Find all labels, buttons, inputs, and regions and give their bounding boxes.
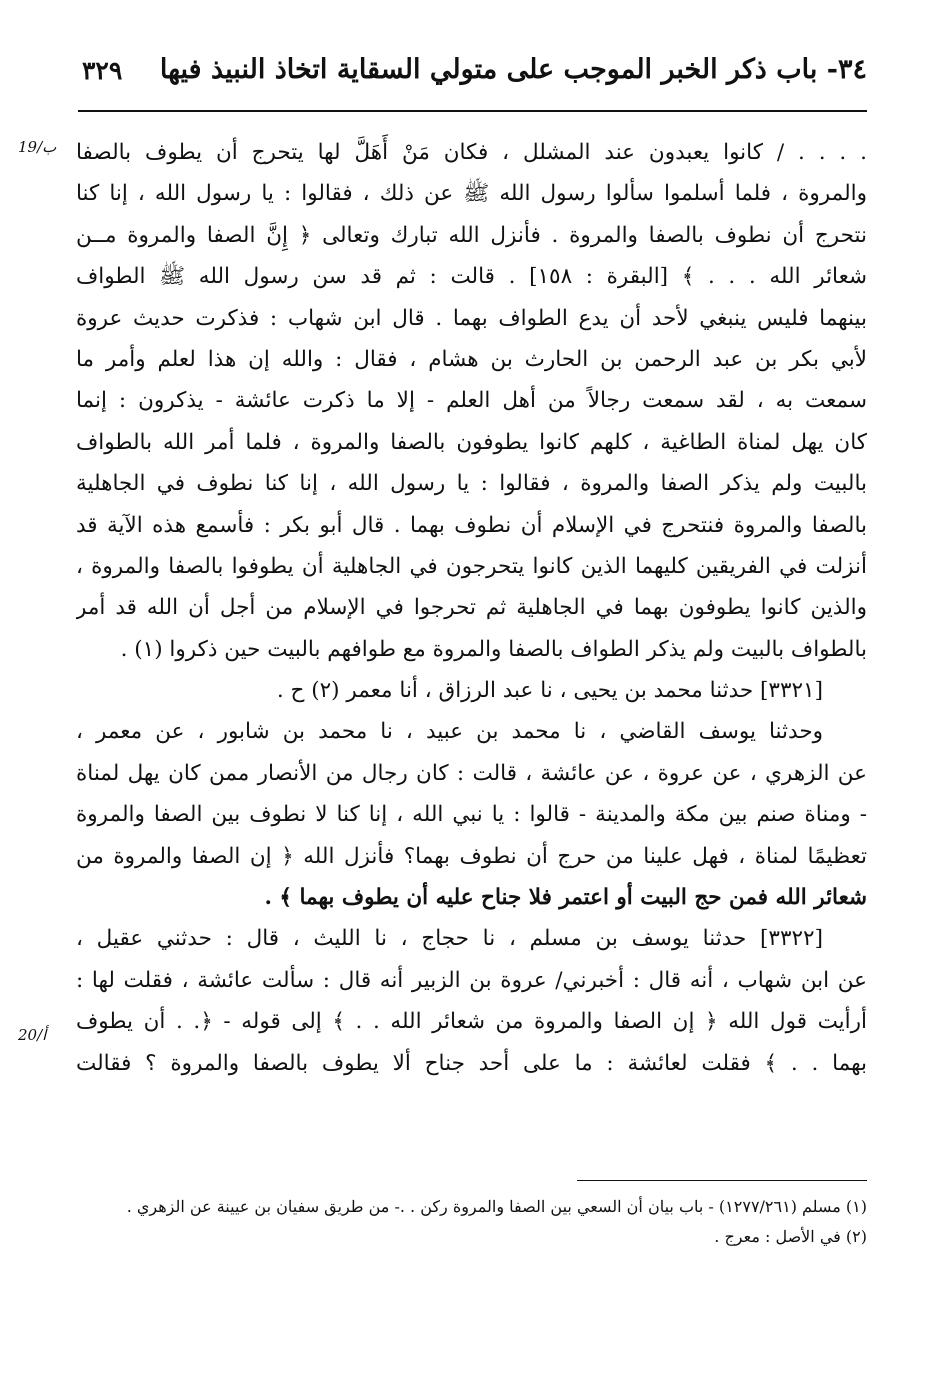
text-line: شعائر الله . . . ﴾ [البقرة : ١٥٨] . قالت : ثم قد سن رسول الله ﷺ الطواف [76,264,867,290]
running-header [78,48,867,112]
text-line: - ومناة صنم بين مكة والمدينة - قالوا : يا نبي الله ، إنا كنا لا نطوف بين الصفا والمروة [76,802,867,828]
text-line: كان يهل لمناة الطاغية ، كلهم كانوا يطوفون بالصفا والمروة ، فلما أمر الله بالطواف [76,429,867,455]
text-line: أنزلت في الفريقين كليهما الذين كانوا يتحرجون في الجاهلية أن يطوفوا بالصفا والمروة ، [76,553,867,579]
main-text [76,132,867,1084]
text-line: وحدثنا يوسف القاضي ، نا محمد بن عبيد ، نا محمد بن شابور ، عن معمر ، [76,719,823,745]
text-line: . . . . / كانوا يعبدون عند المشلل ، فكان مَنْ أَهَلَّ لها يتحرج أن يطوف بالصفا [76,140,867,165]
text-line: أرأيت قول الله ﴿ إن الصفا والمروة من شعائر الله . . ﴾ إلى قوله - ﴿. . أن يطوف [76,1009,867,1035]
footnote: (١) مسلم (١٢٧٧/٢٦١) - باب بيان أن السعي بين الصفا والمروة ركن . .- من طريق سفيان بن عيينة عن الزهري . [126,1197,867,1216]
hadith-heading: [٣٣٢٢] حدثنا يوسف بن مسلم ، نا حجاج ، نا الليث ، قال : حدثني عقيل ، [76,926,823,952]
text-line: بالبيت ولم يذكر الصفا والمروة ، فقالوا : يا رسول الله ، إنا كنا نطوف في الجاهلية [76,471,867,497]
text-line: بهما . . ﴾ فقلت لعائشة : ما على أحد جناح ألا يطوف بالصفا والمروة ؟ فقالت [76,1050,867,1076]
hadith-heading: [٣٣٢١] حدثنا محمد بن يحيى ، نا عبد الرزاق ، أنا معمر (٢) ح . [276,678,823,704]
page-number: ٣٢٩ [82,56,123,85]
text-line: عن ابن شهاب ، أنه قال : أخبرني/ عروة بن الزبير أنه قال : سألت عائشة ، فقلت لها : [76,967,867,993]
text-line: والذين كانوا يطوفون بهما في الجاهلية ثم تحرجوا في الإسلام من أجل أن الله قد أمر [76,595,867,621]
text-line: لأبي بكر بن عبد الرحمن بن الحارث بن هشام ، فقال : والله إن هذا لعلم وأمر ما [76,346,867,372]
footnote-divider [577,1180,867,1181]
text-line: تعظيمًا لمناة ، فهل علينا من حرج أن نطوف بهما؟ فأنزل الله ﴿ إن الصفا والمروة من [76,843,867,869]
chapter-title: ٣٤- باب ذكر الخبر الموجب على متولي السقاية اتخاذ النبيذ فيها [159,54,867,85]
text-line: بينهما فليس ينبغي لأحد أن يدع الطواف بهما . قال ابن شهاب : فذكرت حديث عروة [76,305,867,331]
text-line: نتحرج أن نطوف بالصفا والمروة . فأنزل الله تبارك وتعالى ﴿ إِنَّ الصفا والمروة مــن [76,222,867,248]
quran-verse-line: شعائر الله فمن حج البيت أو اعتمر فلا جناح عليه أن يطوف بهما ﴾ . [264,885,867,911]
footnotes [76,1192,867,1252]
text-line: سمعت به ، لقد سمعت رجالاً من أهل العلم - إلا ما ذكرت عائشة - يذكرون : إنما [76,388,867,414]
text-line: بالطواف بالبيت ولم يذكر الطواف بالصفا والمروة مع طوافهم بالبيت حين ذكروا (١) . [120,636,867,662]
manuscript-folio-marker: 20/أ [18,1026,47,1044]
footnote: (٢) في الأصل : معرج . [714,1227,867,1246]
text-line: والمروة ، فلما أسلموا سألوا رسول الله ﷺ عن ذلك ، فقالوا : يا رسول الله ، إنا كنا [76,181,867,207]
manuscript-folio-marker: 19/ب [18,138,57,156]
text-line: عن الزهري ، عن عروة ، عن عائشة ، قالت : كان رجال من الأنصار ممن كان يهل لمناة [76,760,867,786]
text-line: بالصفا والمروة فنتحرج في الإسلام أن نطوف بهما . قال أبو بكر : فأسمع هذه الآية قد [76,512,867,538]
